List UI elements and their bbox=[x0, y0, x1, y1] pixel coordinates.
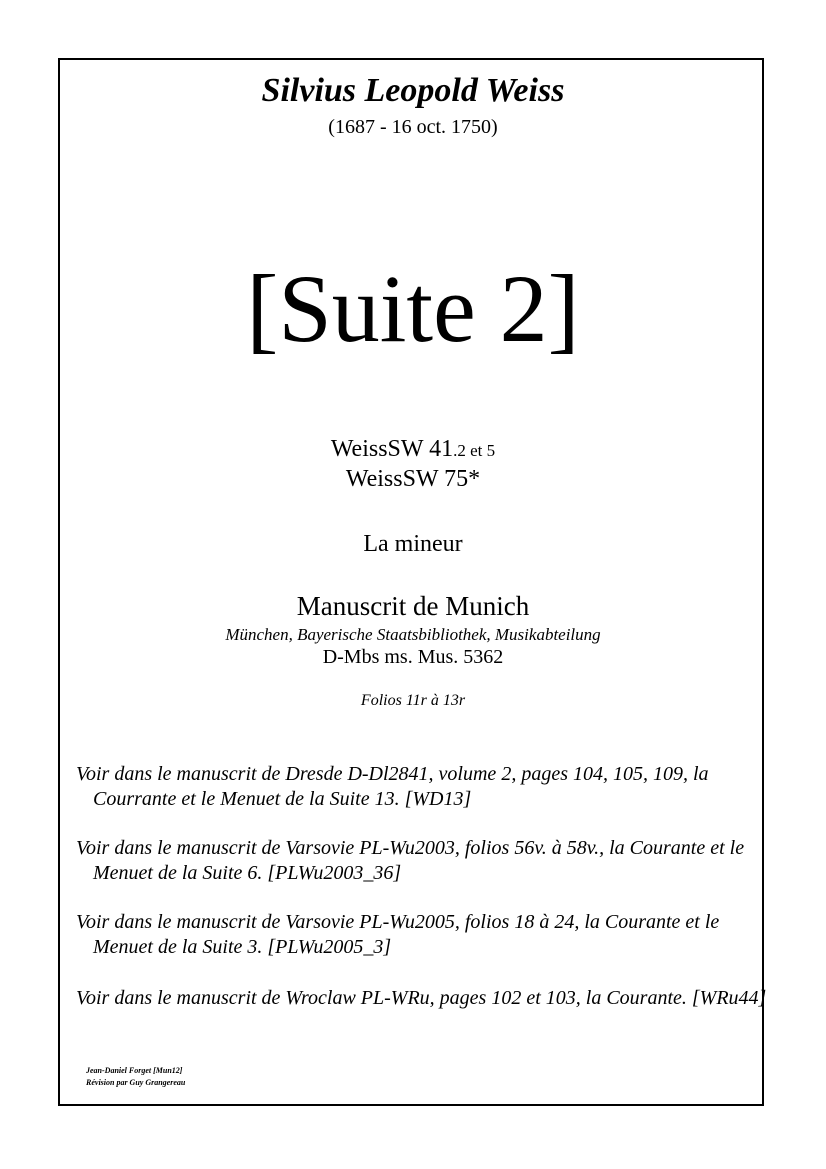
concordance-note: Voir dans le manuscrit de Varsovie PL-Wu2003, folios 56v. à 58v., la Courante et le Menuet de la Suite 6. [PLWu2003_36] bbox=[76, 837, 745, 884]
manuscript-title: Manuscrit de Munich bbox=[296, 591, 530, 621]
credit-author: Jean-Daniel Forget [Mun12] bbox=[86, 1066, 183, 1075]
library-name: München, Bayerische Staatsbibliothek, Musikabteilung bbox=[225, 625, 601, 644]
folios: Folios 11r à 13r bbox=[360, 692, 466, 709]
shelfmark: D-Mbs ms. Mus. 5362 bbox=[322, 646, 504, 668]
catalog-line-1 bbox=[0, 436, 826, 463]
credit-revision: Révision par Guy Grangereau bbox=[86, 1078, 186, 1087]
composer-name: Silvius Leopold Weiss bbox=[261, 72, 565, 109]
key-signature: La mineur bbox=[363, 531, 463, 557]
concordance-note: Voir dans le manuscrit de Dresde D-Dl2841, volume 2, pages 104, 105, 109, la Courrante et le Menuet de la Suite 13. [WD13] bbox=[76, 763, 709, 810]
concordance-note: Voir dans le manuscrit de Varsovie PL-Wu2005, folios 18 à 24, la Courante et le Menuet de la Suite 3. [PLWu2005_3] bbox=[76, 911, 720, 958]
composer-dates: (1687 - 16 oct. 1750) bbox=[328, 116, 498, 138]
catalog-line-2: WeissSW 75* bbox=[345, 466, 481, 492]
catalog-number-suffix: .2 et 5 bbox=[453, 441, 496, 460]
catalog-number-main: WeissSW 41 bbox=[330, 436, 454, 462]
page-title: [Suite 2] bbox=[246, 255, 580, 362]
concordance-note: Voir dans le manuscrit de Wroclaw PL-WRu, pages 102 et 103, la Courante. [WRu44] bbox=[76, 987, 767, 1009]
